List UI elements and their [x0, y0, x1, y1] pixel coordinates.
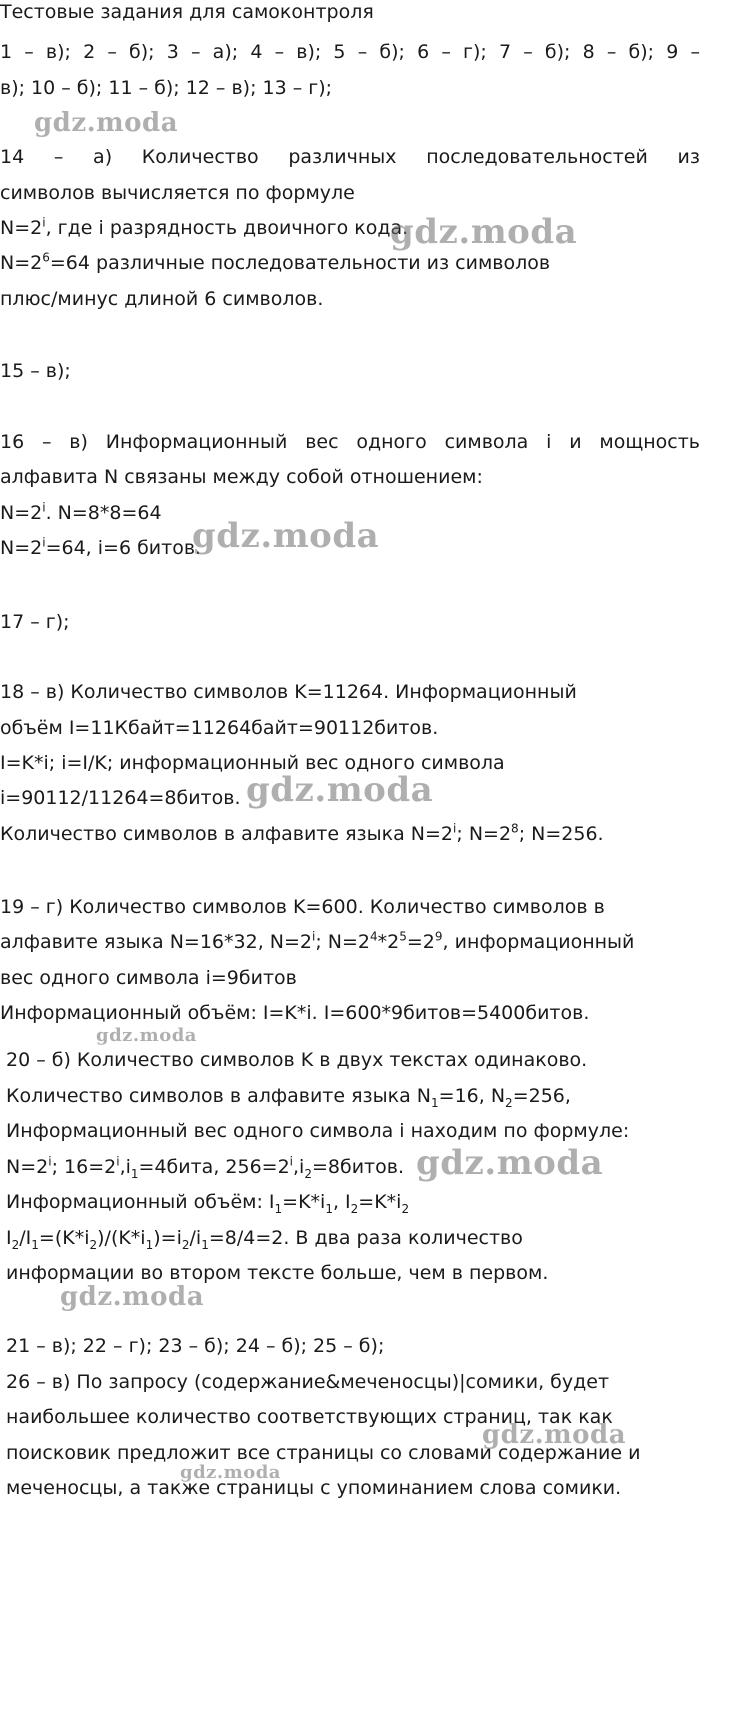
q18-line-3: I=K*i; i=I/K; информационный вес одного символа	[0, 752, 505, 774]
watermark: gdz.moda	[416, 1143, 604, 1183]
watermark: gdz.moda	[96, 1025, 197, 1046]
q14-line-1: 14 – а) Количество различных последовательностей из	[0, 146, 700, 168]
answers-line-2: в); 10 – б); 11 – б); 12 – в); 13 – г);	[0, 77, 333, 99]
q20-line-5: Информационный объём: $I_1=K*i_1$, $I_2=K*i_2$	[6, 1191, 410, 1216]
q26-line-3: поисковик предложит все страницы со словами содержание и	[6, 1442, 641, 1464]
q26-line-1: 26 – в) По запросу (содержание&меченосцы)|сомики, будет	[6, 1371, 610, 1393]
q18-line-4: i=90112/11264=8битов.	[0, 787, 241, 809]
q20-line-2: Количество символов в алфавите языка $N_1=16$, $N_2=256$,	[6, 1085, 571, 1110]
q17-line: 17 – г);	[0, 611, 70, 633]
q20-line-7: информации во втором тексте больше, чем в первом.	[6, 1262, 549, 1284]
answers-line-1: 1 – в); 2 – б); 3 – а); 4 – в); 5 – б); 6 – г); 7 – б); 8 – б); 9 –	[0, 41, 700, 63]
q19-line-1: 19 – г) Количество символов K=600. Количество символов в	[0, 896, 605, 918]
watermark: gdz.moda	[34, 108, 179, 138]
q21-25-line: 21 – в); 22 – г); 23 – б); 24 – б); 25 – б);	[6, 1335, 385, 1357]
q19-line-4: Информационный объём: I=K*i. I=600*9битов=5400битов.	[0, 1002, 590, 1024]
q19-line-2: алфавите языка N=16*32, $N=2^i$; $N=2^4*2^5=2^9$, информационный	[0, 929, 635, 953]
q19-line-3: вес одного символа i=9битов	[0, 967, 297, 989]
watermark: gdz.moda	[246, 770, 434, 810]
watermark: gdz.moda	[60, 1282, 205, 1312]
q14-line-5: плюс/минус длиной 6 символов.	[0, 288, 324, 310]
q26-line-2: наибольшее количество соответствующих страниц, так как	[6, 1406, 613, 1428]
q16-line-4: $N=2^i=64$, i=6 битов.	[0, 535, 202, 559]
q18-line-5: Количество символов в алфавите языка $N=2^i$; $N=2^8$; N=256.	[0, 821, 604, 845]
q18-line-2: объём I=11Кбайт=11264байт=90112битов.	[0, 717, 439, 739]
watermark: gdz.moda	[482, 1420, 627, 1450]
q20-line-1: 20 – б) Количество символов K в двух текстах одинаково.	[6, 1049, 588, 1071]
q14-line-4: $N=2^6=64$ различные последовательности из символов	[0, 250, 551, 274]
q26-line-4: меченосцы, а также страницы с упоминанием слова сомики.	[6, 1477, 622, 1499]
q16-line-3: $N=2^i$. N=8*8=64	[0, 500, 162, 524]
page-title: Тестовые задания для самоконтроля	[0, 1, 374, 23]
q14-line-3: $N=2^i$, где i разрядность двоичного кода.	[0, 215, 409, 239]
q20-line-4: $N=2^i$; $16=2^i,i_1=4бита$, $256=2^i,i_2=8битов$.	[6, 1154, 404, 1181]
q14-line-2: символов вычисляется по формуле	[0, 182, 355, 204]
q15-line: 15 – в);	[0, 360, 71, 382]
q18-line-1: 18 – в) Количество символов K=11264. Информационный	[0, 681, 577, 703]
q16-line-2: алфавита N связаны между собой отношением:	[0, 466, 483, 488]
q20-line-6: $I_2/I_1=(K*i_2)/(K*i_1)=i_2/i_1=8/4=2$. В два раза количество	[6, 1227, 523, 1252]
watermark: gdz.moda	[180, 1462, 281, 1483]
q16-line-1: 16 – в) Информационный вес одного символа i и мощность	[0, 431, 700, 453]
watermark: gdz.moda	[192, 516, 380, 556]
watermark: gdz.moda	[390, 212, 578, 252]
q20-line-3: Информационный вес одного символа i находим по формуле:	[6, 1120, 630, 1142]
